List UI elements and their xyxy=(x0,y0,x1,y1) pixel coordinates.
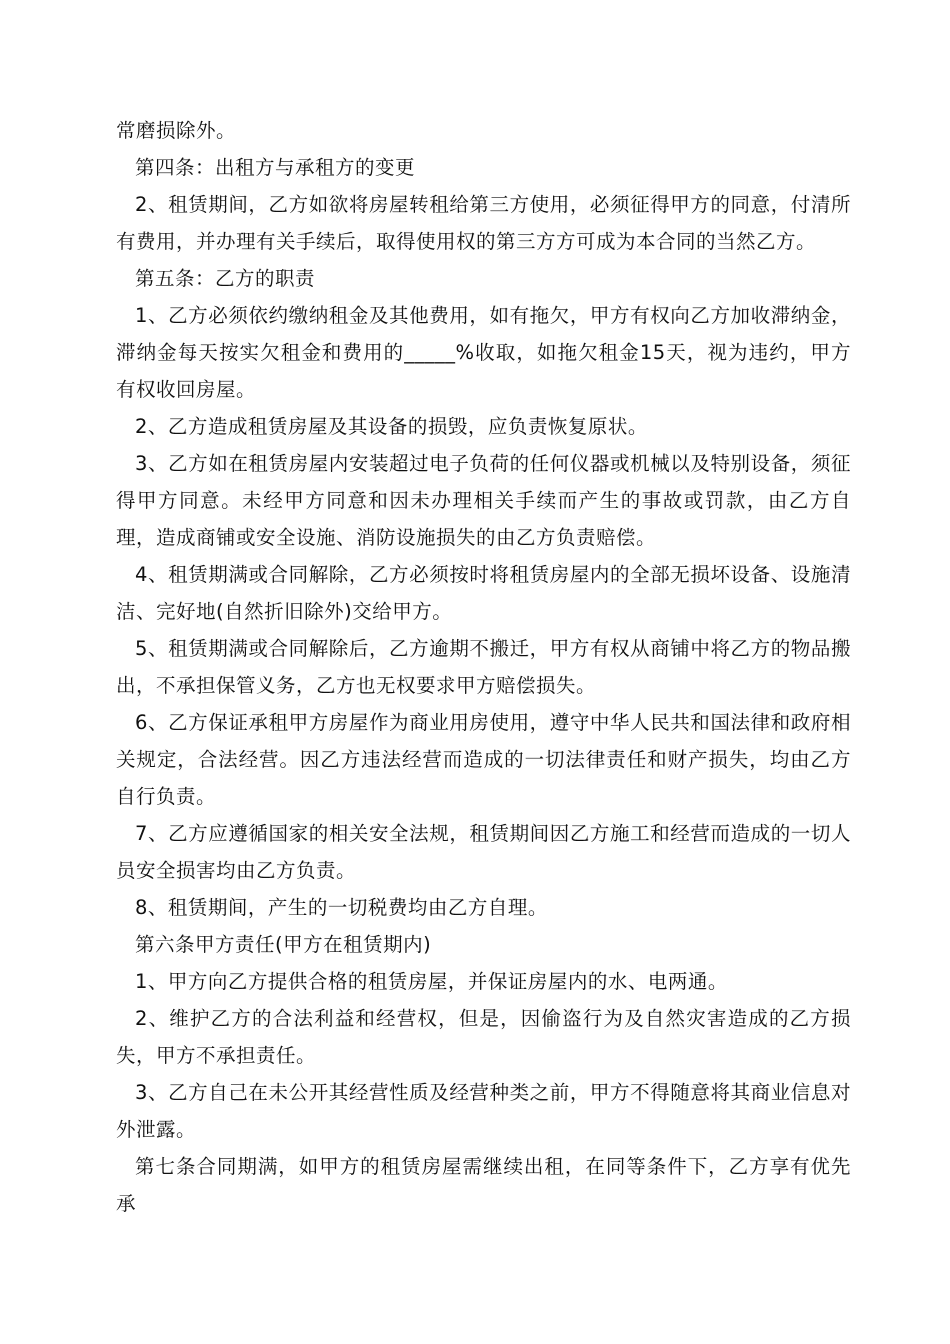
article-5-clause-3: 3、乙方如在租赁房屋内安装超过电子负荷的任何仪器或机械以及特别设备，须征得甲方同意。未经甲方同意和因未办理相关手续而产生的事故或罚款，由乙方自理，造成商铺或安全设施、消防设施损失的由乙方负责赔偿。 xyxy=(116,452,851,549)
article-5-clause-2: 2、乙方造成租赁房屋及其设备的损毁，应负责恢复原状。 xyxy=(135,415,648,438)
article-5-clause-5: 5、租赁期满或合同解除后，乙方逾期不搬迁，甲方有权从商铺中将乙方的物品搬出，不承担保管义务，乙方也无权要求甲方赔偿损失。 xyxy=(116,637,851,697)
article-6-clause-1: 1、甲方向乙方提供合格的租赁房屋，并保证房屋内的水、电两通。 xyxy=(135,970,728,993)
article-6-heading: 第六条甲方责任(甲方在租赁期内) xyxy=(135,933,432,956)
article-4-heading: 第四条：出租方与承租方的变更 xyxy=(135,156,416,179)
paragraph-continuation: 常磨损除外。 xyxy=(116,119,237,142)
article-7-text: 第七条合同期满，如甲方的租赁房屋需继续出租，在同等条件下，乙方享有优先承 xyxy=(116,1155,851,1215)
article-5-clause-1: 1、乙方必须依约缴纳租金及其他费用，如有拖欠，甲方有权向乙方加收滞纳金，滞纳金每天按实欠租金和费用的_____%收取，如拖欠租金15天，视为违约，甲方有权收回房屋。 xyxy=(116,304,851,401)
article-6-clause-2: 2、维护乙方的合法利益和经营权，但是，因偷盗行为及自然灾害造成的乙方损失，甲方不承担责任。 xyxy=(116,1007,851,1067)
article-6-clause-3: 3、乙方自己在未公开其经营性质及经营种类之前，甲方不得随意将其商业信息对外泄露。 xyxy=(116,1081,851,1141)
article-5-clause-6: 6、乙方保证承租甲方房屋作为商业用房使用，遵守中华人民共和国法律和政府相关规定，合法经营。因乙方违法经营而造成的一切法律责任和财产损失，均由乙方自行负责。 xyxy=(116,711,851,808)
contract-text-body xyxy=(116,112,851,1222)
article-5-heading: 第五条：乙方的职责 xyxy=(135,267,316,290)
article-5-clause-4: 4、租赁期满或合同解除，乙方必须按时将租赁房屋内的全部无损坏设备、设施清洁、完好地(自然折旧除外)交给甲方。 xyxy=(116,563,851,623)
article-4-clause-2: 2、租赁期间，乙方如欲将房屋转租给第三方使用，必须征得甲方的同意，付清所有费用，并办理有关手续后，取得使用权的第三方方可成为本合同的当然乙方。 xyxy=(116,193,851,253)
article-5-clause-8: 8、租赁期间，产生的一切税费均由乙方自理。 xyxy=(135,896,548,919)
article-5-clause-7: 7、乙方应遵循国家的相关安全法规，租赁期间因乙方施工和经营而造成的一切人员安全损害均由乙方负责。 xyxy=(116,822,851,882)
